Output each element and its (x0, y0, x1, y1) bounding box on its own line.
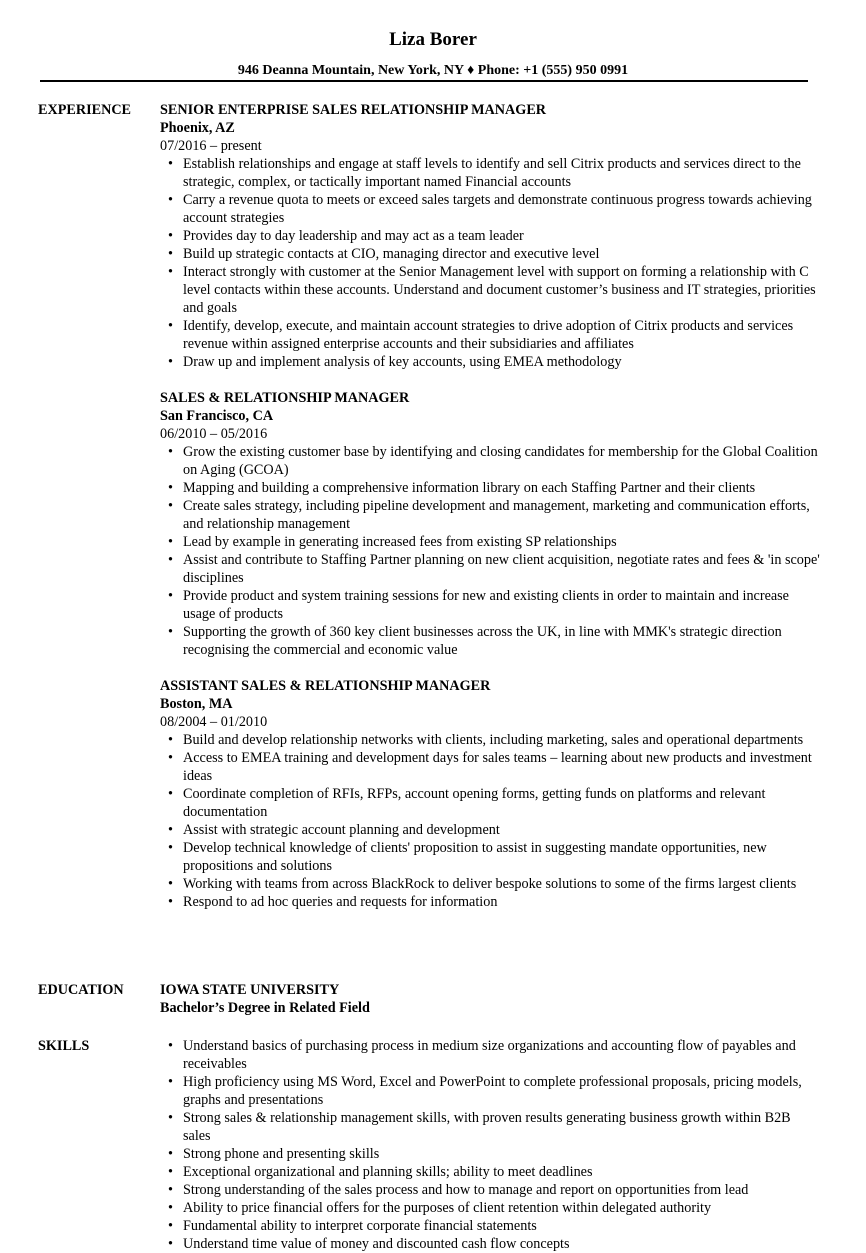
education-school: IOWA STATE UNIVERSITY (160, 982, 340, 998)
list-item: • Supporting the growth of 360 key client businesses across the UK, in line with MMK's strategic direction recognising the commercial and economic value (183, 623, 820, 659)
list-item: • Provides day to day leadership and may act as a team leader (183, 227, 820, 245)
list-item: • Fundamental ability to interpret corporate financial statements (183, 1217, 820, 1235)
job-bullets (160, 731, 820, 911)
job-dates: 06/2010 – 05/2016 (160, 426, 268, 442)
job-dates: 08/2004 – 01/2010 (160, 714, 268, 730)
list-item: • Establish relationships and engage at staff levels to identify and sell Citrix products and services direct to the strategic, complex, or tactically important named Financial accounts (183, 155, 820, 191)
list-item: • Strong phone and presenting skills (183, 1145, 820, 1163)
list-item: • Develop technical knowledge of clients' proposition to assist in suggesting mandate opportunities, new propositions and solutions (183, 839, 820, 875)
education-column (160, 981, 820, 1017)
list-item: • Assist with strategic account planning and development (183, 821, 820, 839)
list-item: • Provide product and system training sessions for new and existing clients in order to maintain and increase usage of products (183, 587, 820, 623)
skills-list (160, 1037, 820, 1253)
skills-column (160, 1037, 820, 1253)
job-location: Boston, MA (160, 696, 233, 712)
job-title: ASSISTANT SALES & RELATIONSHIP MANAGER (160, 678, 491, 694)
list-item: • Identify, develop, execute, and maintain account strategies to drive adoption of Citrix products and services revenue within assigned enterprise accounts and their subsidiaries and affiliates (183, 317, 820, 353)
list-item: • Grow the existing customer base by identifying and closing candidates for membership for the Global Coalition on Aging (GCOA) (183, 443, 820, 479)
list-item: • Access to EMEA training and development days for sales teams – learning about new products and investment ideas (183, 749, 820, 785)
job-location: Phoenix, AZ (160, 120, 235, 136)
section-title-skills: SKILLS (38, 1038, 90, 1054)
experience-column (160, 101, 820, 929)
list-item: • Exceptional organizational and planning skills; ability to meet deadlines (183, 1163, 820, 1181)
job-entry (160, 677, 820, 911)
list-item: • Understand time value of money and discounted cash flow concepts (183, 1235, 820, 1253)
list-item: • Mapping and building a comprehensive information library on each Staffing Partner and their clients (183, 479, 820, 497)
job-entry (160, 101, 820, 371)
list-item: • Strong understanding of the sales process and how to manage and report on opportunities from lead (183, 1181, 820, 1199)
job-entry (160, 389, 820, 659)
list-item: • Draw up and implement analysis of key accounts, using EMEA methodology (183, 353, 820, 371)
education-degree: Bachelor’s Degree in Related Field (160, 1000, 370, 1016)
list-item: • Build up strategic contacts at CIO, managing director and executive level (183, 245, 820, 263)
header-divider (40, 80, 808, 82)
list-item: • Assist and contribute to Staffing Partner planning on new client acquisition, negotiate rates and fees & 'in scope' disciplines (183, 551, 820, 587)
list-item: • Ability to price financial offers for the purposes of client retention within delegated authority (183, 1199, 820, 1217)
job-title: SENIOR ENTERPRISE SALES RELATIONSHIP MANAGER (160, 102, 547, 118)
job-dates: 07/2016 – present (160, 138, 262, 154)
section-title-experience: EXPERIENCE (38, 102, 132, 118)
list-item: • Respond to ad hoc queries and requests for information (183, 893, 820, 911)
job-title: SALES & RELATIONSHIP MANAGER (160, 390, 410, 406)
list-item: • Understand basics of purchasing process in medium size organizations and accounting flow of payables and receivables (183, 1037, 820, 1073)
list-item: • Interact strongly with customer at the Senior Management level with support on forming a relationship with C level contacts within these accounts. Understand and document customer’s business and IT strategies, priorities and goals (183, 263, 820, 317)
list-item: • Working with teams from across BlackRock to deliver bespoke solutions to some of the firms largest clients (183, 875, 820, 893)
contact-line: 946 Deanna Mountain, New York, NY ♦ Phone: +1 (555) 950 0991 (237, 63, 629, 78)
job-bullets (160, 443, 820, 659)
job-bullets (160, 155, 820, 371)
candidate-name: Liza Borer (389, 29, 477, 50)
list-item: • Carry a revenue quota to meets or exceed sales targets and demonstrate continuous progress towards achieving account strategies (183, 191, 820, 227)
job-location: San Francisco, CA (160, 408, 274, 424)
section-title-education: EDUCATION (38, 982, 124, 998)
list-item: • Coordinate completion of RFIs, RFPs, account opening forms, getting funds on platforms and relevant documentation (183, 785, 820, 821)
list-item: • Create sales strategy, including pipeline development and management, marketing and communication efforts, and relationship management (183, 497, 820, 533)
list-item: • Lead by example in generating increased fees from existing SP relationships (183, 533, 820, 551)
list-item: • Build and develop relationship networks with clients, including marketing, sales and operational departments (183, 731, 820, 749)
list-item: • Strong sales & relationship management skills, with proven results generating business growth within B2B sales (183, 1109, 820, 1145)
list-item: • High proficiency using MS Word, Excel and PowerPoint to complete professional proposals, pricing models, graphs and presentations (183, 1073, 820, 1109)
